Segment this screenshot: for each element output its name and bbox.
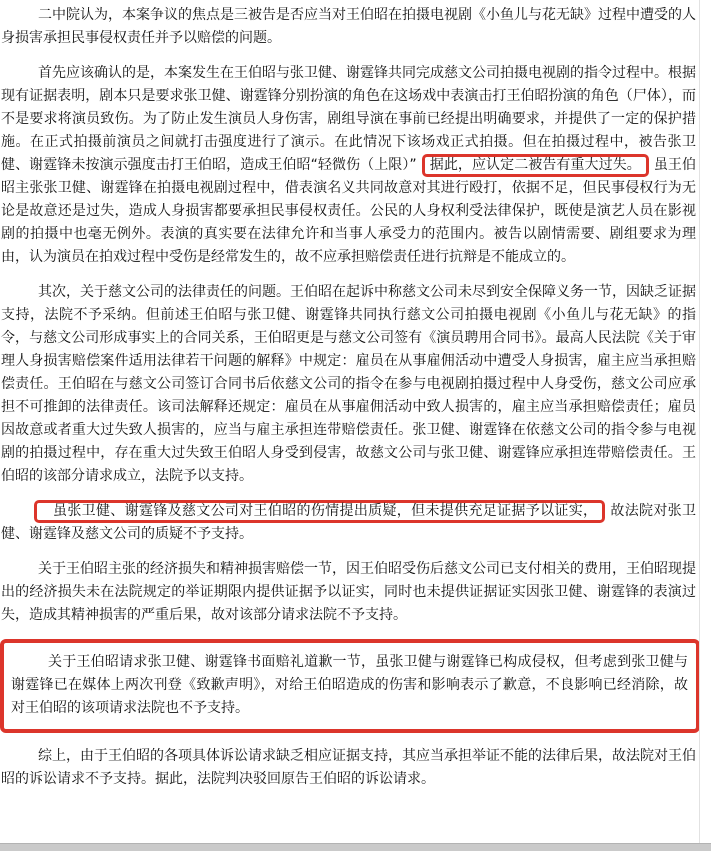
paragraph — [1, 745, 696, 791]
paragraph — [1, 62, 696, 269]
highlighted-paragraph — [0, 639, 700, 733]
text-segment: 故法院对张卫健、谢霆锋及慈文公司的质疑不予支持。 — [1, 503, 697, 542]
text-segment: 其次，关于慈文公司的法律责任的问题。王伯昭在起诉中称慈文公司未尽到安全保障义务一节，因缺乏证据支持，法院不予采纳。但前述王伯昭与张卫健、谢霆锋共同执行慈文公司拍摄电视剧《小鱼儿与花无缺》的指令，与慈文公司形成事实上的合同关系，王伯昭更是与慈文公司签有《演员聘用合同书》。最高人民法院《关于审理人身损害赔偿案件适用法律若干问题的解释》中规定：雇员在从事雇佣活动中遭受人身损害，雇主应当承担赔偿责任。王伯昭在与慈文公司签订合同书后依慈文公司的指令在参与电视剧拍摄过程中人身受伤，慈文公司应承担不可推卸的法律责任。该司法解释还规定：雇员在从事雇佣活动中致人损害的，雇主应当承担赔偿责任；雇员因故意或者重大过失致人损害的，应当与雇主承担连带赔偿责任。张卫健、谢霆锋在依慈文公司的指令参与电视剧的拍摄过程中，存在重大过失致王伯昭人身受到侵害，故慈文公司与张卫健、谢霆锋应承担连带赔偿责任。王伯昭的该部分请求成立，法院予以支持。 — [1, 284, 696, 484]
paragraph — [1, 558, 696, 627]
paragraph — [1, 4, 696, 50]
text-segment: 二中院认为，本案争议的焦点是三被告是否应当对王伯昭在拍摄电视剧《小鱼儿与花无缺》过程中遭受的人身损害承担民事侵权责任并予以赔偿的问题。 — [1, 7, 696, 46]
text-segment: 关于王伯昭请求张卫健、谢霆锋书面赔礼道歉一节，虽张卫健与谢霆锋已构成侵权，但考虑到张卫健与谢霆锋已在媒体上两次刊登《致歉声明》，对给王伯昭造成的伤害和影响表示了歉意，不良影响已经消除，故对王伯昭的该项请求法院也不予支持。 — [11, 654, 688, 716]
paragraph — [1, 500, 696, 546]
text-segment: 关于王伯昭主张的经济损失和精神损害赔偿一节，因王伯昭受伤后慈文公司已支付相关的费用，王伯昭现提出的经济损失未在法院规定的举证期限内提供证据予以证实，同时也未提供证据证实因张卫健、谢霆锋的表演过失，造成其精神损害的严重后果，故对该部分请求法院不予支持。 — [1, 561, 696, 623]
red-highlight-box: 虽张卫健、谢霆锋及慈文公司对王伯昭的伤情提出质疑，但未提供充足证据予以证实， — [34, 500, 605, 523]
paragraph — [1, 281, 696, 488]
page-right-border — [699, 0, 700, 844]
text-segment: 综上，由于王伯昭的各项具体诉讼请求缺乏相应证据支持，其应当承担举证不能的法律后果，故法院对王伯昭的诉讼请求不予支持。据此，法院判决驳回原告王伯昭的诉讼请求。 — [1, 748, 696, 787]
text-segment: 首先应该确认的是，本案发生在王伯昭与张卫健、谢霆锋共同完成慈文公司拍摄电视剧的指令过程中。根据现有证据表明，剧本只是要求张卫健、谢霆锋分别扮演的角色在这场戏中表演击打王伯昭扮演的角色（尸体），而不是要求将演员致伤。为了防止发生演员人身伤害，剧组导演在事前已经提出明确要求，并提供了一定的保护措施。在正式拍摄前演员之间就打击强度进行了演示。在此情况下该场戏正式拍摄。但在拍摄过程中，被告张卫健、谢霆锋未按演示强度击打王伯昭，造成王伯昭“轻微伤（上限）” — [1, 65, 696, 173]
bottom-window-edge — [0, 843, 711, 851]
text-segment: 虽王伯昭主张张卫健、谢霆锋在拍摄电视剧过程中，借表演名义共同故意对其进行殴打，依据不足，但民事侵权行为无论是故意还是过失，造成人身损害都要承担民事侵权责任。公民的人身权利受法律保护，既使是演艺人员在影视剧的拍摄中也毫无例外。表演的真实要在法律允许和当事人承受力的范围内。被告以剧情需要、剧组要求为理由，认为演员在拍戏过程中受伤是经常发生的，故不应承担赔偿责任进行抗辩是不能成立的。 — [1, 157, 697, 265]
red-highlight-box: 据此，应认定二被告有重大过失。 — [422, 154, 649, 177]
court-judgment-text — [1, 4, 696, 803]
